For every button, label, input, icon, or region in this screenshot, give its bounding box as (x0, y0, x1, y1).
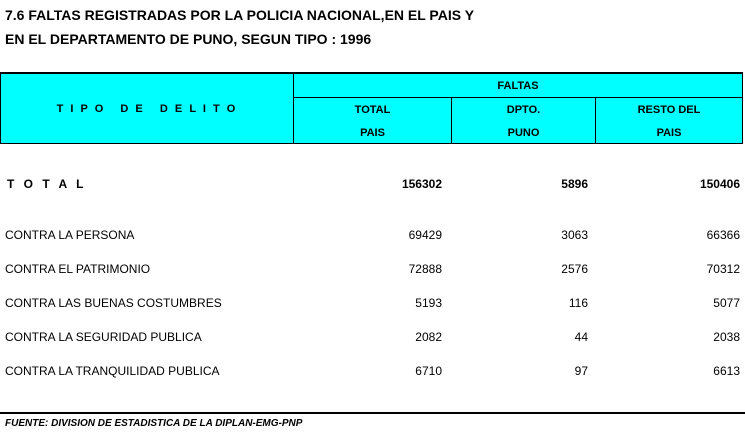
value-resto-pais: 70312 (706, 262, 740, 276)
table-row-total (0, 177, 745, 193)
header-resto-pais-line2: PAIS (656, 126, 682, 139)
value-resto-pais: 2038 (713, 330, 740, 344)
header-dpto-puno-line2: PUNO (507, 126, 540, 139)
footer-divider (0, 412, 745, 414)
value-dpto-puno: 5896 (561, 177, 588, 191)
header-faltas: FALTAS (497, 79, 539, 92)
source-note: FUENTE: DIVISION DE ESTADISTICA DE LA DIPLAN-EMG-PNP (5, 418, 303, 429)
header-tipo-de-delito: T I P O D E D E L I T O (56, 103, 238, 115)
value-total-pais: 5193 (415, 296, 442, 310)
value-total-pais: 6710 (415, 364, 442, 378)
value-dpto-puno: 44 (574, 330, 588, 344)
value-total-pais: 72888 (408, 262, 442, 276)
page-title-line-2: EN EL DEPARTAMENTO DE PUNO, SEGUN TIPO : 1996 (5, 31, 372, 47)
row-label: CONTRA LA TRANQUILIDAD PUBLICA (5, 364, 220, 378)
value-resto-pais: 5077 (713, 296, 740, 310)
page-title-line-1: 7.6 FALTAS REGISTRADAS POR LA POLICIA NACIONAL,EN EL PAIS Y (5, 7, 475, 23)
row-label: CONTRA LA PERSONA (5, 228, 135, 242)
row-label: CONTRA LAS BUENAS COSTUMBRES (5, 296, 222, 310)
table-row (0, 296, 745, 312)
table-header (0, 72, 743, 144)
row-label: CONTRA EL PATRIMONIO (5, 262, 151, 276)
value-total-pais: 69429 (408, 228, 442, 242)
table-row (0, 228, 745, 244)
header-resto-pais-line1: RESTO DEL (637, 103, 701, 116)
table-row (0, 364, 745, 380)
header-total-pais-line1: TOTAL (354, 103, 391, 116)
table-row (0, 262, 745, 278)
value-total-pais: 156302 (401, 177, 442, 191)
table-row (0, 330, 745, 346)
header-dpto-puno-line1: DPTO. (506, 103, 541, 116)
value-dpto-puno: 116 (568, 296, 588, 310)
value-total-pais: 2082 (415, 330, 442, 344)
value-resto-pais: 150406 (699, 177, 740, 191)
header-total-pais-line2: PAIS (360, 126, 385, 139)
value-dpto-puno: 97 (574, 364, 588, 378)
row-label: CONTRA LA SEGURIDAD PUBLICA (5, 330, 202, 344)
value-resto-pais: 6613 (713, 364, 740, 378)
value-resto-pais: 66366 (706, 228, 740, 242)
row-label: T O T A L (7, 177, 87, 191)
value-dpto-puno: 3063 (561, 228, 588, 242)
value-dpto-puno: 2576 (561, 262, 588, 276)
